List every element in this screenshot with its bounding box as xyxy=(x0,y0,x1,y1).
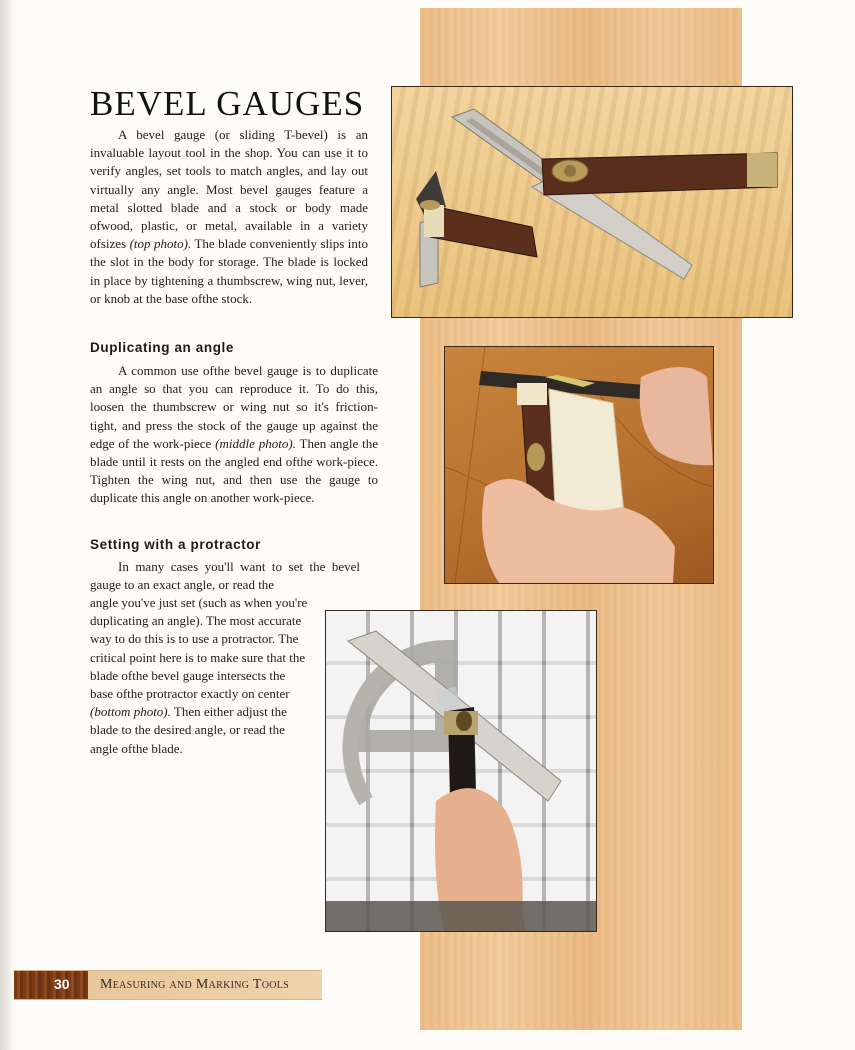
duplicating-angle-illustration xyxy=(445,347,713,583)
protractor-text-2: angle you've just set (such as when you're duplicating an angle). The most accurate way to do this is to use a protractor. The critical point here is to make sure that the blade ofthe bevel gauge intersects the base ofthe protractor exactly on center xyxy=(90,595,308,702)
page-number: 30 xyxy=(54,976,70,992)
photo-duplicating-angle xyxy=(444,346,714,584)
protractor-illustration xyxy=(326,611,596,931)
protractor-text-3: Then either adjust the blade to the desired angle, or read the angle ofthe blade. xyxy=(90,704,287,756)
intro-text-1: A bevel gauge (or sliding T-bevel) is an invaluable layout tool in the shop. You can use it to verify angles, set tools to match angles, and lay out virtually any angle. Most bevel gauges feature a metal slotted blade and a stock or body made ofwood, plastic, or metal, available in a variety ofsizes xyxy=(90,127,368,252)
intro-paragraph xyxy=(90,126,368,308)
protractor-paragraph-wrap xyxy=(90,594,310,758)
intro-text-2: The blade conveniently slips into the slot in the body for storage. The blade is locked in place by tightening a thumbscrew, wing nut, lever, or knob at the base ofthe stock. xyxy=(90,236,368,306)
section-heading-duplicating: Duplicating an angle xyxy=(90,340,235,355)
protractor-photo-ref: (bottom photo). xyxy=(90,704,171,720)
protractor-text-1: In many cases you'll want to set the bevel gauge to an exact angle, or read the xyxy=(90,559,360,593)
page-edge-shadow xyxy=(0,0,14,1050)
duplicating-paragraph xyxy=(90,362,378,508)
intro-photo-ref: (top photo). xyxy=(129,236,192,252)
bevel-gauges-illustration xyxy=(392,87,792,317)
photo-bevel-gauges xyxy=(391,86,793,318)
duplicating-text-2: Then angle the blade until it rests on the angled end ofthe work-piece. Tighten the wing nut, and then use the gauge to duplicate this angle on another work-piece. xyxy=(90,435,378,506)
protractor-paragraph-start xyxy=(90,558,360,594)
footer-section-title: Measuring and Marking Tools xyxy=(100,977,290,992)
duplicating-text-1: A common use ofthe bevel gauge is to duplicate an angle so that you can reproduce it. To do this, loosen the thumbscrew or wing nut so it's friction-tight, and press the stock of the gauge up against the edge of the work-piece xyxy=(90,363,378,451)
duplicating-photo-ref: (middle photo). xyxy=(215,435,296,451)
section-heading-protractor: Setting with a protractor xyxy=(90,537,262,552)
page-title: BEVEL GAUGES xyxy=(90,84,365,123)
page-number-tab xyxy=(14,971,88,999)
page-footer xyxy=(14,970,322,1000)
photo-protractor xyxy=(325,610,597,932)
